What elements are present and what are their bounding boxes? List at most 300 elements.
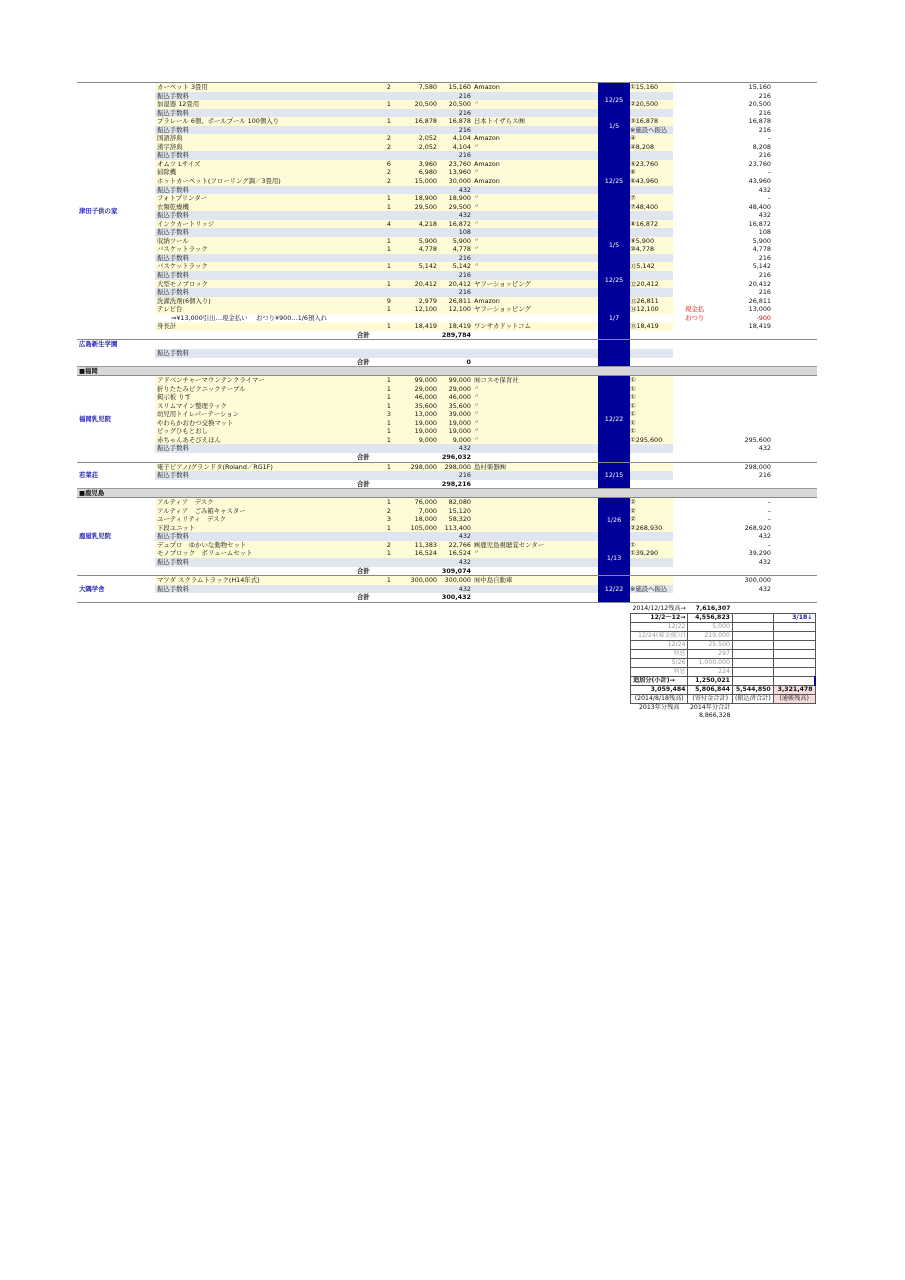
table-row bbox=[77, 402, 817, 411]
summary-line-label: 5/26 bbox=[631, 659, 688, 668]
item-vendor: 〃 bbox=[474, 402, 480, 409]
facility-section bbox=[77, 575, 817, 602]
payment-memo: ①39,290 bbox=[630, 549, 659, 558]
item-vendor: 〃 bbox=[474, 220, 480, 227]
item-amount: 39,000 bbox=[448, 410, 471, 419]
item-name: 国語辞典 bbox=[157, 134, 183, 143]
summary-line-label: 利息 bbox=[631, 668, 688, 677]
table-row bbox=[77, 340, 817, 349]
item-vendor: 〃 bbox=[474, 237, 480, 244]
caption-transferred: (振込済合計) bbox=[732, 695, 773, 704]
item-quantity: 1 bbox=[386, 305, 391, 314]
item-amount: 4,104 bbox=[452, 134, 471, 143]
fee-label: 振込手数料 bbox=[157, 228, 189, 237]
fee-row bbox=[77, 126, 817, 135]
item-quantity: 1 bbox=[386, 384, 391, 393]
item-quantity: 1 bbox=[386, 245, 391, 254]
item-name: インクカートリッジ bbox=[157, 219, 215, 228]
table-row bbox=[77, 220, 817, 229]
table-row bbox=[77, 385, 817, 394]
payment-memo: ① bbox=[630, 384, 636, 393]
fee-row bbox=[77, 186, 817, 195]
item-vendor: Amazon bbox=[474, 83, 500, 91]
item-amount: 4,104 bbox=[452, 142, 471, 151]
item-vendor: ヤフーショッピング bbox=[474, 305, 531, 314]
item-quantity: 3 bbox=[386, 410, 391, 419]
transfer-amount: 20,500 bbox=[748, 100, 771, 109]
item-name: アドベンチャーマウンテンクライマー bbox=[157, 376, 265, 385]
item-unit-price: 20,500 bbox=[414, 100, 437, 109]
item-vendor: 島村楽器㈱ bbox=[474, 462, 506, 471]
payment-memo: ② bbox=[630, 506, 636, 515]
item-vendor: 〃 bbox=[474, 195, 480, 202]
item-amount: 113,400 bbox=[444, 523, 471, 532]
payment-memo: ① bbox=[630, 540, 636, 549]
item-amount: 298,000 bbox=[444, 462, 471, 471]
fee-row bbox=[77, 444, 817, 453]
balance-label: 2014/12/12残高→ bbox=[632, 605, 686, 612]
fee-row bbox=[77, 471, 817, 480]
item-quantity: 1 bbox=[386, 279, 391, 288]
payment-memo: ④ bbox=[630, 134, 636, 143]
donation-ledger-sheet bbox=[77, 82, 817, 603]
fee-row bbox=[77, 254, 817, 263]
transfer-amount: 20,412 bbox=[748, 279, 771, 288]
table-row bbox=[77, 134, 817, 143]
item-quantity: 1 bbox=[386, 576, 391, 585]
transfer-amount: 16,878 bbox=[748, 117, 771, 126]
item-amount: 4,778 bbox=[452, 245, 471, 254]
facility-name: 若菜荘 bbox=[79, 471, 99, 480]
item-unit-price: 15,000 bbox=[414, 177, 437, 186]
transfer-date-block bbox=[598, 576, 630, 602]
item-name: ユーティリティ デスク bbox=[157, 515, 226, 524]
item-amount: 20,412 bbox=[448, 279, 471, 288]
table-row bbox=[77, 160, 817, 169]
payment-note: ⇒¥13,000引出…現金払い おつり¥900…1/6預入れ bbox=[171, 313, 328, 322]
transfer-date-block bbox=[598, 297, 630, 340]
total-label: 合計 bbox=[357, 479, 370, 488]
table-row bbox=[77, 549, 817, 558]
item-unit-price: 2,979 bbox=[418, 296, 437, 305]
item-name: カーペット 3畳用 bbox=[157, 83, 208, 91]
item-unit-price: 5,900 bbox=[418, 236, 437, 245]
summary-line-value: 25,500 bbox=[688, 641, 733, 650]
table-row bbox=[77, 322, 817, 331]
table-row bbox=[77, 245, 817, 254]
item-name: ホットカーペット(フローリング調／3畳用) bbox=[157, 177, 281, 186]
total-amount: 289,784 bbox=[441, 330, 471, 339]
transfer-date: 1/13 bbox=[606, 554, 622, 562]
transfer-date: 12/22 bbox=[604, 414, 624, 423]
table-row bbox=[77, 393, 817, 402]
total-label: 合計 bbox=[357, 566, 370, 575]
total-donations: 5,806,844 bbox=[688, 686, 733, 695]
item-amount: 15,120 bbox=[448, 506, 471, 515]
fee-amount: 216 bbox=[458, 125, 471, 134]
item-amount: 16,878 bbox=[448, 117, 471, 126]
footer-total-value: 8,866,328 bbox=[698, 712, 731, 720]
transfer-date: 1/5 bbox=[608, 121, 620, 130]
item-quantity: 1 bbox=[386, 393, 391, 402]
fee-label: 振込手数料 bbox=[157, 108, 189, 117]
fee-row bbox=[77, 211, 817, 220]
item-vendor: ㈲コスモ保育社 bbox=[474, 376, 519, 385]
payment-memo: ⑬26,811 bbox=[630, 296, 659, 305]
item-name: デュプロ ゆかいな動物セット bbox=[157, 540, 247, 549]
item-name: 加湿器 12畳用 bbox=[157, 100, 200, 109]
transfer-amount: 216 bbox=[758, 288, 771, 297]
table-row bbox=[77, 541, 817, 550]
table-row bbox=[77, 305, 817, 314]
transfer-date: 12/25 bbox=[604, 96, 624, 105]
transfer-amount: 16,872 bbox=[748, 219, 771, 228]
payment-memo: ① bbox=[630, 427, 636, 436]
item-unit-price: 19,000 bbox=[414, 418, 437, 427]
facility-name: 福岡乳児院 bbox=[79, 414, 111, 423]
total-row bbox=[77, 567, 817, 576]
fee-amount: 432 bbox=[458, 532, 471, 541]
item-quantity: 1 bbox=[386, 435, 391, 444]
transfer-amount: 5,900 bbox=[752, 236, 771, 245]
item-quantity: 2 bbox=[386, 168, 391, 177]
balance-summary bbox=[630, 605, 818, 720]
item-unit-price: 13,000 bbox=[414, 410, 437, 419]
item-unit-price: 11,383 bbox=[414, 540, 437, 549]
item-unit-price: 35,600 bbox=[414, 401, 437, 410]
item-amount: 30,000 bbox=[448, 177, 471, 186]
item-unit-price: 2,052 bbox=[418, 142, 437, 151]
facility-name: 津田子供の家 bbox=[79, 206, 118, 215]
item-vendor: Amazon bbox=[474, 134, 500, 143]
transfer-date-block bbox=[598, 83, 630, 118]
total-label: 合計 bbox=[357, 357, 370, 366]
payment-memo: ②20,500 bbox=[630, 100, 659, 109]
item-vendor: 〃 bbox=[474, 263, 480, 270]
transfer-amount: 23,760 bbox=[748, 159, 771, 168]
fee-label: 振込手数料 bbox=[157, 271, 189, 280]
transfer-amount: 216 bbox=[758, 125, 771, 134]
transfer-amount: 26,811 bbox=[748, 296, 771, 305]
transfer-date: 12/25 bbox=[604, 275, 624, 284]
payment-memo: ⑮18,419 bbox=[630, 322, 659, 331]
total-row bbox=[77, 331, 817, 340]
item-quantity: 1 bbox=[386, 117, 391, 126]
fee-row bbox=[77, 109, 817, 118]
item-unit-price: 18,000 bbox=[414, 515, 437, 524]
item-vendor: 〃 bbox=[474, 550, 480, 557]
item-name: マツダ スクラムトラック(H14年式) bbox=[157, 576, 260, 585]
transfer-amount: 4,778 bbox=[752, 245, 771, 254]
item-amount: 29,000 bbox=[448, 384, 471, 393]
item-vendor: ㈱鹿児島視聴覚センター bbox=[474, 540, 545, 549]
item-amount: 58,320 bbox=[448, 515, 471, 524]
item-name: テレビ台 bbox=[157, 305, 183, 314]
payment-memo: ⑫20,412 bbox=[630, 279, 659, 288]
item-name: バスケットラック bbox=[157, 245, 208, 254]
transfer-amount: 48,400 bbox=[748, 202, 771, 211]
item-vendor: 〃 bbox=[474, 436, 480, 443]
table-row bbox=[77, 498, 817, 507]
item-amount: 20,500 bbox=[448, 100, 471, 109]
facility-section bbox=[77, 497, 817, 575]
payment-memo: ⑥ bbox=[630, 168, 636, 177]
summary-line-label: 12/24(募金振分) bbox=[631, 632, 688, 641]
fee-label: 振込手数料 bbox=[157, 125, 189, 134]
summary-line-label: 利息 bbox=[631, 650, 688, 659]
payment-memo: ⑤23,760 bbox=[630, 159, 659, 168]
table-row bbox=[77, 507, 817, 516]
fee-row bbox=[77, 228, 817, 237]
table-row bbox=[77, 427, 817, 436]
item-quantity: 9 bbox=[386, 296, 391, 305]
cash-note: 現金払 bbox=[685, 305, 705, 314]
transfer-amount: 43,960 bbox=[748, 177, 771, 186]
transfer-date-block bbox=[598, 117, 630, 135]
item-quantity: 2 bbox=[386, 134, 391, 143]
item-unit-price: 20,412 bbox=[414, 279, 437, 288]
transfer-amount: – bbox=[767, 168, 771, 177]
total-amount: 0 bbox=[466, 357, 471, 366]
item-amount: 26,811 bbox=[448, 296, 471, 305]
payment-memo: ③16,878 bbox=[630, 117, 659, 126]
item-name: 漢字辞典 bbox=[157, 142, 183, 151]
table-row bbox=[77, 83, 817, 92]
item-unit-price: 3,960 bbox=[418, 159, 437, 168]
total-label: 合計 bbox=[357, 330, 370, 339]
transfer-date: 1/7 bbox=[608, 314, 620, 323]
fee-label: 振込手数料 bbox=[157, 557, 189, 566]
item-name: 身長計 bbox=[157, 322, 177, 331]
table-row bbox=[77, 314, 817, 323]
item-vendor: 〃 bbox=[474, 385, 480, 392]
item-amount: 300,000 bbox=[444, 576, 471, 585]
fee-label: 振込手数料 bbox=[157, 288, 189, 297]
transfer-amount: – bbox=[767, 506, 771, 515]
item-name: 赤ちゃんあそびえほん bbox=[157, 435, 221, 444]
transfer-amount: 298,000 bbox=[744, 462, 771, 471]
transfer-date-block bbox=[598, 134, 630, 229]
item-quantity: 1 bbox=[386, 523, 391, 532]
item-unit-price: 4,218 bbox=[418, 219, 437, 228]
table-row bbox=[77, 100, 817, 109]
item-quantity: 1 bbox=[386, 401, 391, 410]
transfer-amount: 432 bbox=[758, 211, 771, 220]
fee-row bbox=[77, 585, 817, 594]
item-amount: 19,000 bbox=[448, 427, 471, 436]
item-name: フォトプリンター bbox=[157, 194, 208, 203]
item-vendor: 〃 bbox=[474, 419, 480, 426]
transfer-amount: 216 bbox=[758, 91, 771, 100]
item-quantity: 1 bbox=[386, 376, 391, 385]
transfer-amount: 432 bbox=[758, 557, 771, 566]
item-name: バスケットラック bbox=[157, 262, 208, 271]
fee-label: 振込手数料 bbox=[157, 211, 189, 220]
item-vendor: Amazon bbox=[474, 296, 500, 305]
fee-label: 振込手数料 bbox=[157, 348, 189, 357]
transfer-date-block bbox=[598, 228, 630, 263]
item-quantity: 1 bbox=[386, 549, 391, 558]
item-unit-price: 46,000 bbox=[414, 393, 437, 402]
table-row bbox=[77, 463, 817, 472]
item-quantity: 6 bbox=[386, 159, 391, 168]
caption-2014-balance: (2014/8/18残高) bbox=[631, 695, 688, 704]
item-name: スリムマイン整理ラック bbox=[157, 401, 227, 410]
item-name: 大型モノブロック bbox=[157, 279, 208, 288]
item-unit-price: 16,878 bbox=[414, 117, 437, 126]
summary-line-label: 12/22 bbox=[631, 623, 688, 632]
item-amount: 5,142 bbox=[452, 262, 471, 271]
item-unit-price: 9,000 bbox=[418, 435, 437, 444]
item-unit-price: 19,000 bbox=[414, 427, 437, 436]
table-row bbox=[77, 237, 817, 246]
period-note: 3/18↓ bbox=[773, 614, 815, 623]
table-row bbox=[77, 515, 817, 524]
sheet-bottom-divider bbox=[77, 602, 817, 603]
table-row bbox=[77, 203, 817, 212]
transfer-amount: 295,600 bbox=[744, 435, 771, 444]
cash-note: おつり bbox=[685, 313, 705, 322]
transfer-date-block bbox=[598, 376, 630, 462]
fee-amount: 216 bbox=[458, 151, 471, 160]
item-unit-price: 5,142 bbox=[418, 262, 437, 271]
item-amount: 16,872 bbox=[448, 219, 471, 228]
item-vendor: 〃 bbox=[474, 101, 480, 108]
item-quantity: 1 bbox=[386, 418, 391, 427]
transfer-date: 1/5 bbox=[608, 241, 620, 250]
transfer-amount: 13,000 bbox=[748, 305, 771, 314]
caption-donations: (寄付金合計) bbox=[688, 695, 733, 704]
item-unit-price: 6,980 bbox=[418, 168, 437, 177]
payment-memo: ⑨5,900 bbox=[630, 236, 655, 245]
table-row bbox=[77, 410, 817, 419]
item-quantity: 2 bbox=[386, 83, 391, 91]
item-unit-price: 12,100 bbox=[414, 305, 437, 314]
payment-memo: ⑭12,100 bbox=[630, 305, 659, 314]
item-amount: 29,500 bbox=[448, 202, 471, 211]
total-transferred: 5,544,850 bbox=[732, 686, 773, 695]
item-name: 掲示板 りす bbox=[157, 393, 191, 402]
table-row bbox=[77, 419, 817, 428]
table-row bbox=[77, 576, 817, 585]
table-row bbox=[77, 117, 817, 126]
transfer-date: 12/15 bbox=[604, 471, 624, 480]
fee-amount: 216 bbox=[458, 91, 471, 100]
item-quantity: 1 bbox=[386, 262, 391, 271]
payment-memo: ※施設へ振込 bbox=[630, 125, 668, 134]
payment-memo: ① bbox=[630, 401, 636, 410]
item-amount: 18,419 bbox=[448, 322, 471, 331]
item-vendor: 〃 bbox=[474, 169, 480, 176]
fee-label: 振込手数料 bbox=[157, 91, 189, 100]
item-unit-price: 4,778 bbox=[418, 245, 437, 254]
item-amount: 22,766 bbox=[448, 540, 471, 549]
caption-passbook: (通帳残高) bbox=[773, 695, 815, 704]
fee-amount: 216 bbox=[458, 108, 471, 117]
item-quantity: 3 bbox=[386, 515, 391, 524]
payment-memo: ④8,208 bbox=[630, 142, 655, 151]
transfer-date-block bbox=[598, 340, 630, 366]
fee-row bbox=[77, 288, 817, 297]
fee-amount: 216 bbox=[458, 471, 471, 480]
item-name: 衣類乾燥機 bbox=[157, 202, 189, 211]
transfer-date-block bbox=[598, 498, 630, 541]
payment-memo: ②268,930 bbox=[630, 523, 663, 532]
item-amount: 5,900 bbox=[452, 236, 471, 245]
region-header: ■鹿児島 bbox=[77, 488, 817, 497]
item-quantity: 2 bbox=[386, 506, 391, 515]
transfer-amount: 18,419 bbox=[748, 322, 771, 331]
transfer-amount: -900 bbox=[756, 313, 771, 322]
transfer-amount: 216 bbox=[758, 253, 771, 262]
item-quantity: 2 bbox=[386, 540, 391, 549]
added-subtotal-value: 1,250,021 bbox=[688, 677, 733, 686]
item-vendor: 〃 bbox=[474, 203, 480, 210]
item-amount: 9,000 bbox=[452, 435, 471, 444]
payment-memo: ⑦ bbox=[630, 194, 636, 203]
payment-memo: ①295,600 bbox=[630, 435, 663, 444]
fee-label: 振込手数料 bbox=[157, 471, 189, 480]
item-amount: 82,080 bbox=[448, 498, 471, 507]
item-vendor: 〃 bbox=[474, 143, 480, 150]
transfer-date-block bbox=[598, 541, 630, 576]
item-vendor: ㈲中島自動車 bbox=[474, 576, 513, 585]
payment-memo: ⑦48,400 bbox=[630, 202, 659, 211]
item-unit-price: 18,419 bbox=[414, 322, 437, 331]
item-quantity: 1 bbox=[386, 322, 391, 331]
fee-amount: 432 bbox=[458, 444, 471, 453]
item-unit-price: 29,500 bbox=[414, 202, 437, 211]
region-header: ■福岡 bbox=[77, 366, 817, 375]
facility-section bbox=[77, 375, 817, 461]
transfer-amount: 15,160 bbox=[748, 83, 771, 91]
item-amount: 19,000 bbox=[448, 418, 471, 427]
transfer-amount: 300,000 bbox=[744, 576, 771, 585]
table-row bbox=[77, 297, 817, 306]
item-name: アルティア デスク bbox=[157, 498, 214, 507]
item-unit-price: 105,000 bbox=[410, 523, 437, 532]
summary-line-value: 224 bbox=[688, 668, 733, 677]
facility-section bbox=[77, 339, 817, 366]
item-vendor: ワンサカドットコム bbox=[474, 322, 531, 331]
facility-name: 鹿屋乳児院 bbox=[79, 532, 111, 541]
added-subtotal-label: 追加分(小計)→ bbox=[631, 677, 688, 686]
fee-amount: 216 bbox=[458, 253, 471, 262]
fee-row bbox=[77, 532, 817, 541]
summary-line-value: 297 bbox=[688, 650, 733, 659]
payment-memo: ② bbox=[630, 498, 636, 507]
item-unit-price: 99,000 bbox=[414, 376, 437, 385]
payment-memo: ⑧16,872 bbox=[630, 219, 659, 228]
payment-memo: ① bbox=[630, 418, 636, 427]
transfer-amount: – bbox=[767, 498, 771, 507]
fee-label: 振込手数料 bbox=[157, 584, 189, 593]
transfer-date-block bbox=[598, 263, 630, 298]
item-quantity: 1 bbox=[386, 236, 391, 245]
total-row bbox=[77, 453, 817, 462]
fee-row bbox=[77, 271, 817, 280]
item-name: ビッグひもとおし bbox=[157, 427, 208, 436]
fee-label: 振込手数料 bbox=[157, 532, 189, 541]
total-row bbox=[77, 593, 817, 602]
fee-amount: 432 bbox=[458, 185, 471, 194]
item-name: 折りたたみピクニックテーブル bbox=[157, 384, 246, 393]
item-quantity: 4 bbox=[386, 219, 391, 228]
item-quantity: 1 bbox=[386, 194, 391, 203]
item-amount: 99,000 bbox=[448, 376, 471, 385]
item-amount: 12,100 bbox=[448, 305, 471, 314]
item-name: 収納ツール bbox=[157, 236, 189, 245]
